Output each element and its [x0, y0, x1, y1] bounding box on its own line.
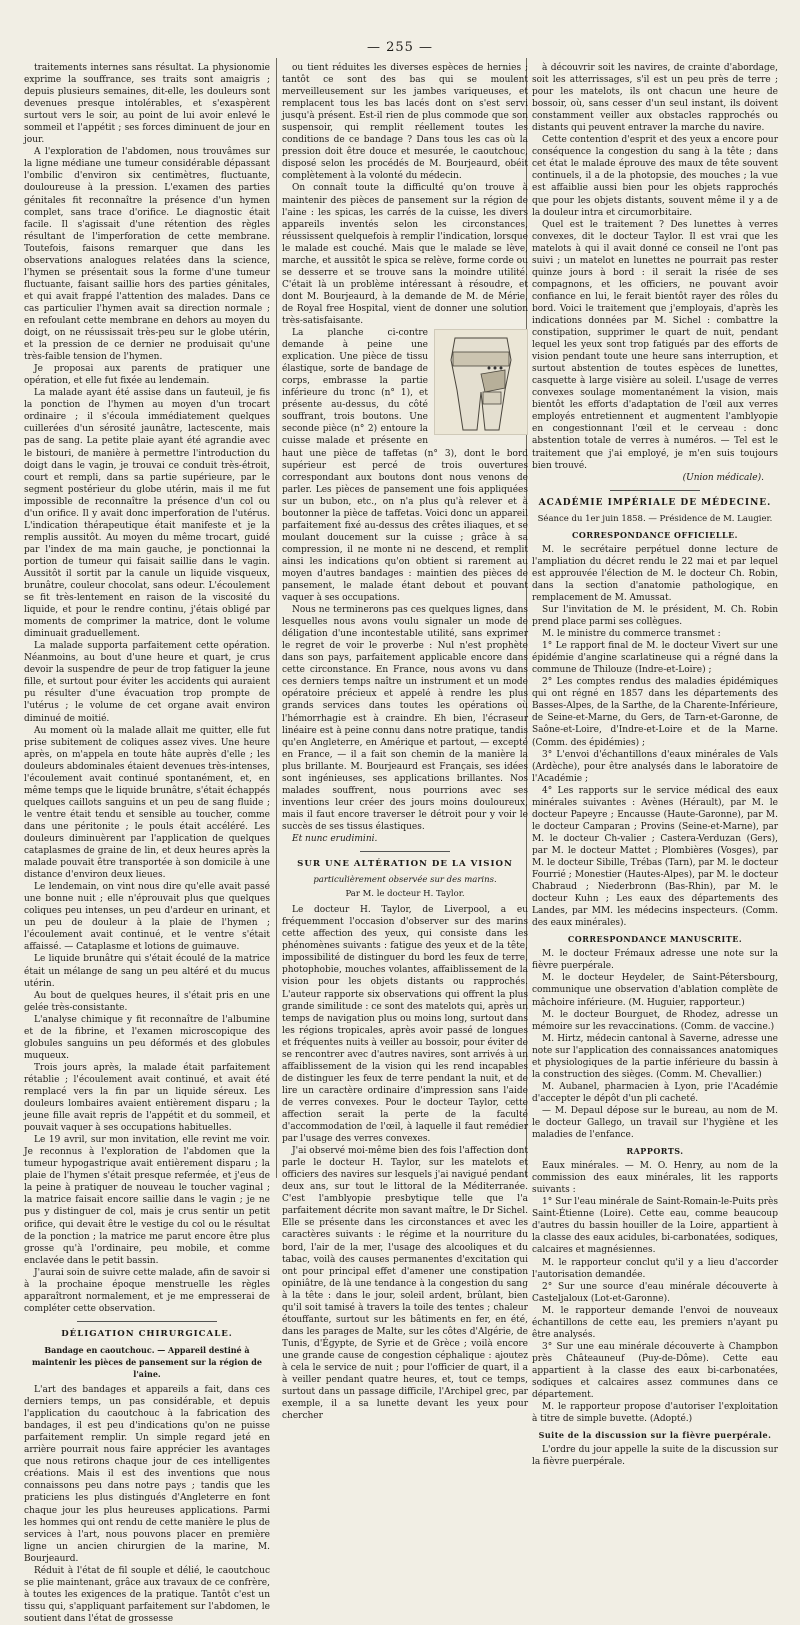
paragraph: On connaît toute la difficulté qu'on trouve à maintenir des pièces de pansement sur la région de l'aine : les spicas, les carrés de la cuisse, les divers appareils inventés selon les circonstances, réussissent quelquefois à remplir l'indication, lorsque le malade est couché. Mais que le malade se lève, marche, et aussitôt le spica se relève, forme corde ou se desserre et se trouve sans la moindre utilité. C'était là un problème intéressant à résoudre, et dont M. Bourjeaurd, à la demande de M. de Mérie, de Royal free Hospital, vient de donner une solution très-satisfaisante.: [282, 183, 528, 326]
paragraph: Eaux minérales. — M. O. Henry, au nom de la commission des eaux minérales, lit les rapports suivants :: [532, 1161, 778, 1196]
paragraph: ou tient réduites les diverses espèces de hernies ; tantôt ce sont des bas qui se moulent merveilleusement sur les jambes variqueuses, et remplacent tous les bas lacés dont on s'est servi jusqu'à présent. Est-il rien de plus commode que son suspensoir, qui remplit réellement toutes les conditions de ce bandage ? Dans tous les cas où la pression doit être douce et mesurée, le caoutchouc, disposé selon les procédés de M. Bourjeaurd, obéit complètement à la volonté du médecin.: [282, 63, 528, 182]
paragraph: Le liquide brunâtre qui s'était écoulé de la matrice était un mélange de sang un peu altéré et du mucus utérin.: [24, 954, 270, 989]
paragraph: M. le secrétaire perpétuel donne lecture de l'ampliation du décret rendu le 22 mai et par lequel est approuvée l'élection de M. le docteur Ch. Robin, dans la section d'anatomie pathologique, en remplacement de M. Amussat.: [532, 544, 778, 603]
bandage-illustration: [434, 329, 528, 435]
paragraph: Cette contention d'esprit et des yeux a encore pour conséquence la congestion du sang à la tête ; dans cet état le malade éprouve des maux de tête souvent continuels, il a de la photopsie, des mouches ; la vue est affaiblie aussi bien pour les objets rapprochés que pour les objets distants, souvent même il y a de la douleur intra et circumorbitaire.: [532, 135, 778, 218]
paragraph: 1° Sur l'eau minérale de Saint-Romain-le-Puits près Saint-Étienne (Loire). Cette eau, comme beaucoup d'autres du bassin houiller de la Loire, appartient à la classe des eaux acidules, bi-carbonatées, sodiques, calcaires et magnésiennes.: [532, 1197, 778, 1256]
signature: Et nunc erudimini.: [292, 834, 378, 844]
page-number: — 255 —: [366, 40, 434, 55]
paragraph: Réduit à l'état de fil souple et délié, le caoutchouc se plie maintenant, grâce aux travaux de ce confrère, à toutes les exigences de la pratique. Tantôt c'est un tissu qui, s'appliquant parfaitement sur l'abdomen, le soutient dans l'état de grossesse: [24, 1565, 270, 1624]
paragraph: Le docteur H. Taylor, de Liverpool, a eu fréquemment l'occasion d'observer sur des marins cette affection des yeux, qui consiste dans les phénomènes suivants : fatigue des yeux et de la tête, impossibilité de distinguer du bord les feux de terre, photophobie, mouches volantes, affaiblissement de la vision pour les objets distants ou rapprochés. L'auteur rapporte six observations qui offrent la plus grande similitude : ce sont des matelots qui, après un temps de navigation plus ou moins long, surtout dans les régions tropicales, après avoir passé de longues et fréquentes nuits à veiller au bossoir, pour éviter de se rencontrer avec d'autres navires, sont arrivés à un affaiblissement de la vision qui les rend incapables de distinguer les feux de terre pendant la nuit, et de lire un caractère ordinaire d'impression sans l'aide de verres convexes. Pour le docteur Taylor, cette affection serait la perte de la faculté d'accommodation de l'œil, à laquelle il faut remédier par l'usage des verres convexes.: [282, 905, 528, 1145]
paragraph: L'art des bandages et appareils a fait, dans ces derniers temps, un pas considérable, et depuis l'application du caoutchouc à la fabrication des bandages, il est peu d'indications qu'on ne puisse parfaitement remplir. Un simple regard jeté en arrière pourrait nous faire apprécier les avantages que nous retirons chaque jour de ces intelligentes créations. Mais il est des inventions que nous connaissons peu dans notre pays ; tandis que les praticiens les plus distingués d'Angleterre en font chaque jour les plus heureuses applications. Parmi les hommes qui ont rendu de cette manière le plus de services à l'art, nous pouvons placer en première ligne un ancien chirurgien de la marine, M. Bourjeaurd.: [24, 1385, 270, 1564]
paragraph: M. le rapporteur propose d'autoriser l'exploitation à titre de simple buvette. (Adopté.): [532, 1402, 778, 1425]
section-divider: [360, 851, 450, 852]
paragraph: M. le docteur Frémaux adresse une note sur la fièvre puerpérale.: [532, 949, 778, 972]
paragraph: Au moment où la malade allait me quitter, elle fut prise subitement de coliques assez vives. Une heure après, on m'appela en toute hâte auprès d'elle ; les douleurs abdominales étaient devenues très-intenses, l'écoulement avait continué spontanément, et, en même temps que le liquide brunâtre, s'était échappés quelques caillots sanguins et un peu de sang fluide ; le ventre était tendu et sensible au toucher, comme dans une péritonite ; le pouls était accéléré. Les douleurs diminuèrent par l'application de quelques cataplasmes de graine de lin, et deux heures après la malade pouvait être transportée à son domicile à une distance d'environ deux lieues.: [24, 725, 270, 881]
paragraph: 3° L'envoi d'échantillons d'eaux minérales de Vals (Ardèche), pour être analysés dans le laboratoire de l'Académie ;: [532, 749, 778, 784]
paragraph: J'ai observé moi-même bien des fois l'affection dont parle le docteur H. Taylor, sur les matelots et officiers des navires sur lesquels j'ai navigué pendant deux ans, sur tout le littoral de la Méditerranée. C'est l'amblyopie presbytique telle que l'a parfaitement décrite mon savant maître, le Dr Sichel. Elle se présente dans les circonstances et avec les caractères suivants : le régime et la nourriture du bord, l'air de la mer, l'usage des alcooliques et du tabac, voilà des causes permanentes d'excitation qui ont pour principal effet d'amener une constipation opiniâtre, de là une tendance à la congestion du sang à la tête : dans le jour, soleil ardent, brûlant, bien qu'il soit tamisé à travers la toile des tentes ; chaleur étouffante, surtout sur les bâtiments en fer, en été, dans les parages de Malte, sur les côtes d'Algérie, de Tunis, d'Égypte, de Syrie et de Grèce ; voilà encore une grande cause de congestion céphalique : ajoutez à cela le service de nuit ; pour l'officier de quart, il a à veiller pendant quatre heures, et, tout ce temps, surtout dans un passage difficile, l'Archipel grec, par exemple, il a sa lunette devant les yeux pour chercher: [282, 1146, 528, 1422]
paragraph: traitements internes sans résultat. La physionomie exprime la souffrance, ses traits sont amaigris ; depuis plusieurs semaines, dit-elle, les douleurs sont devenues presque intolérables, et s'exaspèrent surtout vers le soir, au point de lui avoir enlevé le sommeil et l'appétit ; ses forces diminuent de jour en jour.: [24, 63, 270, 146]
paragraph: Le lendemain, on vint nous dire qu'elle avait passé une bonne nuit ; elle n'éprouvait plus que quelques coliques peu intenses, un peu d'ardeur en urinant, et un peu de douleur à la plaie de l'hymen ; l'écoulement avait continué, et le ventre s'était affaissé. — Cataplasme et lotions de guimauve.: [24, 882, 270, 953]
paragraph: Nous ne terminerons pas ces quelques lignes, dans lesquelles nous avons voulu signaler un mode de déligation d'une incontestable utilité, sans exprimer le regret de voir le proverbe : Nul n'est prophète dans son pays, parfaitement applicable encore dans cette circonstance. En France, nous avons vu dans ces derniers temps naître un instrument et un mode opératoire précieux et appelé à rendre les plus grands services dans toutes les opérations où l'hémorrhagie est à craindre. Eh bien, l'écraseur linéaire est à peine connu dans notre pratique, tandis qu'en Angleterre, en Amérique et partout, — excepté en France, — il a fait son chemin de la manière la plus brillante. M. Bourjeaurd est Français, ses idées sont ingénieuses, ses applications brillantes. Nos malades souffrent, nous pourrions avec ses inventions leur créer des jours moins douloureux, mais il faut encore traverser le détroit pour y voir le succès de ses tissus élastiques.: [282, 605, 528, 832]
paragraph: 2° Les comptes rendus des maladies épidémiques qui ont régné en 1857 dans les départements des Basses-Alpes, de la Sarthe, de la Charente-Inférieure, de Seine-et-Marne, du Gers, de Tarn-et-Garonne, de Saône-et-Loire, d'Indre-et-Loire et de la Marne. (Comm. des épidémies) ;: [532, 677, 778, 748]
paragraph: La malade supporta parfaitement cette opération. Néanmoins, au bout d'une heure et quart, je crus devoir la suspendre de peur de trop fatiguer la jeune fille, et surtout pour éviter les accidents qui auraient pu résulter d'une évacuation trop prompte de l'utérus ; le volume de cet organe avait environ diminué de moitié.: [24, 641, 270, 724]
subsection-title: Suite de la discussion sur la fièvre puerpérale.: [538, 1430, 772, 1441]
paragraph: M. le docteur Bourguet, de Rhodez, adresse un mémoire sur les revaccinations. (Comm. de vaccine.): [532, 1009, 778, 1032]
paragraph: M. le rapporteur demande l'envoi de nouveaux échantillons de cette eau, les premiers n'ayant pu être analysés.: [532, 1305, 778, 1340]
column-2: [282, 62, 528, 1422]
column-3: [532, 62, 778, 1468]
paragraph: L'analyse chimique y fit reconnaître de l'albumine et de la fibrine, et l'examen microscopique des globules sanguins un peu déformés et des globules muqueux.: [24, 1014, 270, 1061]
paragraph: — M. Depaul dépose sur le bureau, au nom de M. le docteur Gallego, un travail sur l'hygiène et les maladies de l'enfance.: [532, 1105, 778, 1141]
paragraph: J'aurai soin de suivre cette malade, afin de savoir si à la prochaine époque menstruelle les règles apparaîtront normalement, et je me empresserai de compléter cette observation.: [24, 1267, 270, 1314]
paragraph: 3° Sur une eau minérale découverte à Champbon près Châteauneuf (Puy-de-Dôme). Cette eau appartient à la classe des eaux bi-carbonatées, sodiques et calcaires assez communes dans ce département.: [532, 1341, 778, 1401]
column-1: [24, 62, 270, 1625]
paragraph: M. Aubanel, pharmacien à Lyon, prie l'Académie d'accepter le dépôt d'un pli cacheté.: [532, 1081, 778, 1104]
paragraph: Quel est le traitement ? Des lunettes à verres convexes, dit le docteur Taylor. Il est vrai que les matelots à qui il avait donné ce conseil ne l'ont pas suivi ; un matelot en lunettes ne pourrait pas rester quinze jours à bord : il serait la risée de ses compagnons, et les officiers, ne pouvant avoir confiance en lui, le ferait bientôt rayer des rôles du bord. Voici le traitement que j'employais, d'après les indications données par M. Sichel : combattre la constipation, supprimer le quart de nuit, pendant lequel les yeux sont trop fatigués par des efforts de vision pendant toute une heure sans interruption, et surtout abstention de toutes espèces de lunettes, casquette à large visière au soleil. L'usage de verres convexes soulage momentanément la vision, mais bientôt les efforts d'adaptation de l'œil aux verres employés entretiennent et augmentent l'amblyopie en congestionnant l'œil et le cerveau : donc abstention totale de verres à numéros. — Tel est le traitement que j'ai employé, je m'en suis toujours bien trouvé.: [532, 219, 778, 471]
section-divider: [610, 490, 700, 491]
article-author: Par M. le docteur H. Taylor.: [345, 889, 465, 900]
source-citation: (Union médicale).: [682, 472, 764, 483]
paragraph: M. le ministre du commerce transmet :: [542, 629, 721, 640]
section-title: DÉLIGATION CHIRURGICALE.: [61, 1328, 233, 1339]
section-title: SUR UNE ALTÉRATION DE LA VISION: [297, 859, 513, 870]
column-rule-left: [276, 58, 277, 1178]
paragraph: La planche ci-contre demande à peine une explication. Une pièce de tissu élastique, sorte de bandage de corps, embrasse la partie inférieure du tronc (n° 1), et présente au-dessus, du côté souffrant, trois boutons. Une seconde pièce (n° 2) entoure la cuisse malade et présente en haut une pièce de taffetas (n° 3), dont le bord supérieur est percé de trois ouvertures correspondant aux boutons dont nous venons de parler. Les pièces de pansement une fois appliquées sur un bubon, etc., on n'a plus qu'à relever et à boutonner la pièce de taffetas. Voici donc un appareil parfaitement fixé au-dessus des crêtes iliaques, et se moulant doucement sur la cuisse ; grâce à sa compression, il ne monte ni ne descend, et remplit ainsi les indications qu'on obtient si rarement au moyen d'autres bandages : maintien des pièces de pansement, le malade étant debout et pouvant vaquer à ses occupations.: [282, 328, 528, 604]
paragraph: A l'exploration de l'abdomen, nous trouvâmes sur la ligne médiane une tumeur considérable dépassant l'ombilic d'environ six centimètres, fluctuante, douloureuse à la pression. L'examen des parties génitales fit reconnaître la présence d'un hymen complet, sans trace d'orifice. Le diagnostic était facile. Il s'agissait d'une rétention des règles résultant de l'imperforation de cette membrane. Toutefois, faisons remarquer que dans les observations analogues relatées dans la science, l'hymen se présentait sous la forme d'une tumeur fluctuante, faisant saillie hors des parties génitales, et qui avait frappé l'attention des malades. Dans ce cas particulier l'hymen avait sa direction normale ; en refoulant cette membrane en dehors au moyen du doigt, on ne réussissait très-peu sur le globe utérin, et la pression de ce dernier ne produisait qu'une très-faible tension de l'hymen.: [24, 147, 270, 363]
paragraph: Je proposai aux parents de pratiquer une opération, et elle fut fixée au lendemain.: [24, 364, 270, 387]
paragraph: La malade ayant été assise dans un fauteuil, je fis la ponction de l'hymen au moyen d'un trocart ordinaire ; il s'écoula immédiatement quelques cuillerées d'un sérosité jaunâtre, lactescente, mais pas de sang. La petite plaie ayant été agrandie avec le bistouri, de manière à permettre l'introduction du doigt dans le vagin, je trouvai ce conduit très-étroit, court et rempli, dans sa partie supérieure, par le segment postérieur du globe utérin, mais il me fut impossible de reconnaître la présence d'un col ou d'un orifice. Il y avait donc imperforation de l'utérus. L'indication thérapeutique était manifeste et je la remplis aussitôt. Au moyen du même trocart, guidé par l'index de ma main gauche, je ponctionnai la portion de tumeur qui faisait saillie dans le vagin. Aussitôt il sortit par la canule un liquide visqueux, brunâtre, couleur chocolat, sans odeur. L'écoulement se fit très-lentement en raison de la viscosité du liquide, et pour le rendre continu, j'étais obligé par moments de comprimer la matrice, dont le volume diminuait graduellement.: [24, 388, 270, 640]
section-subtitle: Bandage en caoutchouc. — Appareil destiné à maintenir les pièces de pansement sur la région de l'aine.: [32, 1344, 262, 1380]
session-line: Séance du 1er juin 1858. — Présidence de M. Laugier.: [537, 513, 773, 524]
paragraph: M. le rapporteur conclut qu'il y a lieu d'accorder l'autorisation demandée.: [532, 1257, 778, 1280]
paragraph: M. le docteur Heydeler, de Saint-Pétersbourg, communique une observation d'ablation complète de mâchoire inférieure. (M. Huguier, rapporteur.): [532, 973, 778, 1008]
paragraph: Sur l'invitation de M. le président, M. Ch. Robin prend place parmi ses collègues.: [532, 605, 778, 628]
paragraph: L'ordre du jour appelle la suite de la discussion sur la fièvre puerpérale.: [532, 1445, 778, 1468]
subsection-title: RAPPORTS.: [626, 1146, 684, 1157]
subsection-title: CORRESPONDANCE MANUSCRITE.: [567, 934, 743, 945]
subsection-title: CORRESPONDANCE OFFICIELLE.: [572, 529, 738, 540]
paragraph: M. Hirtz, médecin cantonal à Saverne, adresse une note sur l'application des connaissances anatomiques et physiologiques de la partie inférieure du bassin à la construction des sièges. (Comm. M. Chevallier.): [532, 1033, 778, 1080]
section-subtitle: particulièrement observée sur des marins.: [313, 875, 497, 886]
section-divider: [77, 1321, 217, 1322]
paragraph: Le 19 avril, sur mon invitation, elle revint me voir. Je reconnus à l'exploration de l'abdomen que la tumeur hypogastrique avait entièrement disparu ; la plaie de l'hymen s'était presque refermée, et j'eus de la peine à pratiquer de nouveau le toucher vaginal ; la matrice faisait encore saillie dans le vagin ; je ne pus y distinguer de col, mais je crus sentir un petit orifice, qui devait être le vestige du col ou le résultat de la ponction ; la matrice me parut encore être plus grosse qu'à l'ordinaire, peu mobile, et comme enclavée dans le petit bassin.: [24, 1135, 270, 1266]
paragraph: Trois jours après, la malade était parfaitement rétablie ; l'écoulement avait continué, et avait été remplacé vers la fin par un liquide séreux. Les douleurs lombaires avaient entièrement disparu ; la jeune fille avait repris de l'appétit et du sommeil, et pouvait vaquer à ses occupations habituelles.: [24, 1062, 270, 1134]
bandage-figure-icon: [435, 330, 527, 434]
paragraph: Au bout de quelques heures, il s'était pris en une gelée très-consistante.: [24, 990, 270, 1013]
paragraph: 1° Le rapport final de M. le docteur Vivert sur une épidémie d'angine scarlatineuse qui a régné dans la commune de Thilouze (Indre-et-Loire) ;: [532, 641, 778, 676]
paragraph: 2° Sur une source d'eau minérale découverte à Casteljaloux (Lot-et-Garonne).: [532, 1281, 778, 1304]
paragraph: 4° Les rapports sur le service médical des eaux minérales suivantes : Avènes (Hérault), par M. le docteur Papeyre ; Encausse (Haute-Garonne), par M. le docteur Camparan ; Provins (Seine-et-Marne), par M. le docteur Ch-valier ; Castera-Verduzan (Gers), par M. le docteur Mattet ; Plombières (Vosges), par M. le docteur Sibille, Trébas (Tarn), par M. le docteur Fourrié ; Monestier (Hautes-Alpes), par M. le docteur Chabraud ; Niederbronn (Bas-Rhin), par M. le docteur Kuhn ; Les eaux des départements des Landes, par MM. les médecins inspecteurs. (Comm. des eaux minérales).: [532, 785, 778, 929]
section-title: ACADÉMIE IMPÉRIALE DE MÉDECINE.: [538, 497, 772, 508]
paragraph: à découvrir soit les navires, de crainte d'abordage, soit les atterrissages, s'il est un peu près de terre ; pour les matelots, ils ont chacun une heure de bossoir, où, sans cesser d'un seul instant, ils doivent constamment veiller aux obstacles rapprochés ou distants qui peuvent entraver la marche du navire.: [532, 63, 778, 134]
